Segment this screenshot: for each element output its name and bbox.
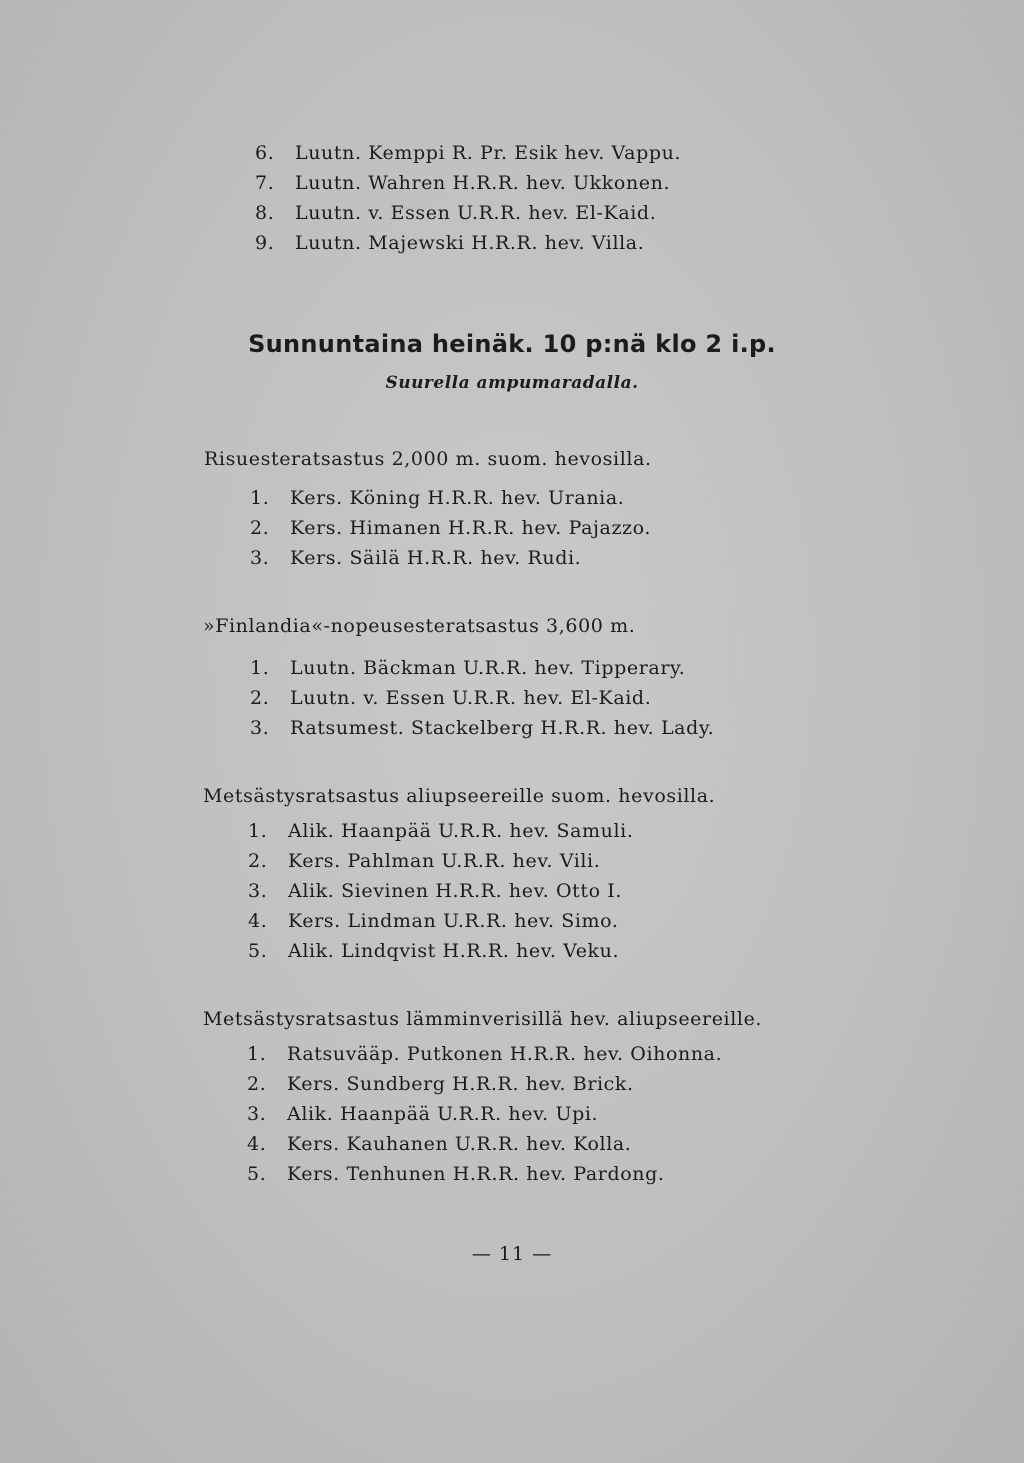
section-heading: »Finlandia«-nopeusesteratsastus 3,600 m.	[203, 615, 636, 637]
top-entry-list	[255, 138, 681, 258]
entry-text: Luutn. v. Essen U.R.R. hev. El-Kaid.	[295, 202, 657, 224]
list-item	[255, 138, 681, 168]
entry-number: 1.	[250, 487, 270, 509]
page-title: Sunnuntaina heinäk. 10 p:nä klo 2 i.p.	[248, 330, 776, 358]
entry-text: Luutn. Kemppi R. Pr. Esik hev. Vappu.	[295, 142, 682, 164]
list-item	[248, 876, 633, 906]
entry-text: Alik. Haanpää U.R.R. hev. Samuli.	[288, 820, 634, 842]
entry-text: Kers. Köning H.R.R. hev. Urania.	[290, 487, 625, 509]
entry-text: Ratsumest. Stackelberg H.R.R. hev. Lady.	[290, 717, 715, 739]
entry-number: 4.	[247, 1133, 267, 1155]
entry-number: 2.	[248, 850, 268, 872]
entry-number: 2.	[250, 687, 270, 709]
list-item	[247, 1129, 722, 1159]
entry-number: 5.	[248, 940, 268, 962]
entry-text: Luutn. v. Essen U.R.R. hev. El-Kaid.	[290, 687, 652, 709]
entry-text: Kers. Himanen H.R.R. hev. Pajazzo.	[290, 517, 652, 539]
entry-text: Alik. Sievinen H.R.R. hev. Otto I.	[288, 880, 623, 902]
entry-number: 3.	[250, 717, 270, 739]
list-item	[247, 1039, 722, 1069]
list-item	[250, 653, 714, 683]
section-entry-list	[247, 1039, 722, 1189]
entry-number: 6.	[255, 142, 275, 164]
page-subtitle: Suurella ampumaradalla.	[385, 373, 639, 393]
entry-text: Alik. Haanpää U.R.R. hev. Upi.	[287, 1103, 599, 1125]
section-entry-list	[250, 653, 714, 743]
section-heading: Metsästysratsastus lämminverisillä hev. aliupseereille.	[203, 1008, 763, 1030]
list-item	[248, 936, 633, 966]
entry-number: 4.	[248, 910, 268, 932]
entry-number: 8.	[255, 202, 275, 224]
entry-number: 7.	[255, 172, 275, 194]
entry-number: 2.	[247, 1073, 267, 1095]
section-heading: Metsästysratsastus aliupseereille suom. hevosilla.	[203, 785, 716, 807]
entry-number: 1.	[248, 820, 268, 842]
list-item	[250, 683, 714, 713]
list-item	[255, 198, 681, 228]
entry-text: Luutn. Bäckman U.R.R. hev. Tipperary.	[290, 657, 686, 679]
list-item	[247, 1069, 722, 1099]
entry-text: Ratsuvääp. Putkonen H.R.R. hev. Oihonna.	[287, 1043, 723, 1065]
entry-text: Luutn. Majewski H.R.R. hev. Villa.	[295, 232, 645, 254]
list-item	[250, 483, 651, 513]
section-entry-list	[248, 816, 633, 966]
list-item	[248, 846, 633, 876]
list-item	[250, 713, 714, 743]
entry-number: 3.	[250, 547, 270, 569]
entry-text: Kers. Lindman U.R.R. hev. Simo.	[288, 910, 619, 932]
section-entry-list	[250, 483, 651, 573]
entry-number: 3.	[248, 880, 268, 902]
list-item	[255, 228, 681, 258]
entry-text: Alik. Lindqvist H.R.R. hev. Veku.	[288, 940, 620, 962]
section-heading: Risuesteratsastus 2,000 m. suom. hevosilla.	[204, 448, 652, 470]
list-item	[255, 168, 681, 198]
entry-number: 1.	[250, 657, 270, 679]
entry-number: 1.	[247, 1043, 267, 1065]
entry-text: Luutn. Wahren H.R.R. hev. Ukkonen.	[295, 172, 671, 194]
entry-text: Kers. Säilä H.R.R. hev. Rudi.	[290, 547, 582, 569]
entry-text: Kers. Tenhunen H.R.R. hev. Pardong.	[287, 1163, 665, 1185]
list-item	[250, 513, 651, 543]
entry-text: Kers. Pahlman U.R.R. hev. Vili.	[288, 850, 601, 872]
list-item	[247, 1099, 722, 1129]
list-item	[247, 1159, 722, 1189]
list-item	[248, 816, 633, 846]
entry-number: 9.	[255, 232, 275, 254]
page-number: — 11 —	[471, 1243, 553, 1265]
entry-text: Kers. Sundberg H.R.R. hev. Brick.	[287, 1073, 634, 1095]
list-item	[248, 906, 633, 936]
entry-text: Kers. Kauhanen U.R.R. hev. Kolla.	[287, 1133, 632, 1155]
list-item	[250, 543, 651, 573]
entry-number: 3.	[247, 1103, 267, 1125]
entry-number: 5.	[247, 1163, 267, 1185]
entry-number: 2.	[250, 517, 270, 539]
